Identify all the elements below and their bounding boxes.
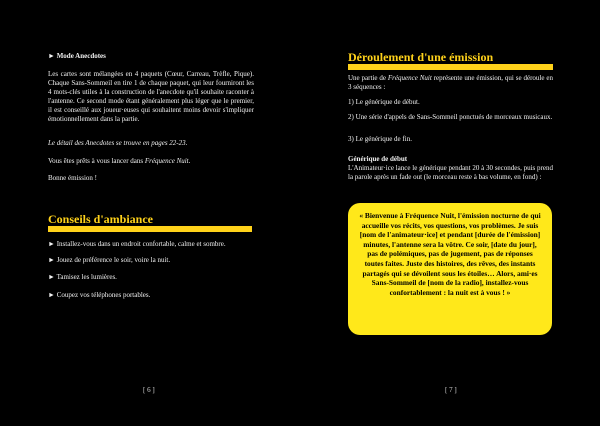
mode-heading (48, 52, 106, 61)
tip-text: Jouez de préférence le soir, voire la nuit. (56, 256, 171, 264)
sequence-item: 1) Le générique de début. (348, 98, 420, 106)
ambiance-title: Conseils d'ambiance (48, 212, 154, 226)
intro-suffix: représente une émission, qui se déroule en 3 séquences : (348, 74, 553, 91)
page-number-right: [ 7 ] (445, 386, 457, 394)
sequence-item: 2) Une série d'appels de Sans-Sommeil ponctués de morceaux musicaux. (348, 113, 553, 121)
ready-suffix: . (188, 157, 191, 165)
broadcast-intro (348, 74, 553, 92)
tip-item (48, 240, 226, 249)
ready-title: Fréquence Nuit (144, 157, 189, 165)
tip-item (48, 256, 170, 265)
ready-prefix: Vous êtes prêts à vous lancer dans (48, 157, 145, 165)
intro-prefix: Une partie de (348, 74, 388, 82)
mode-heading-label: Mode Anecdotes (56, 52, 106, 60)
broadcast-title-underline (348, 64, 553, 70)
opening-script: « Bienvenue à Fréquence Nuit, l'émission nocturne de qui accueille vos récits, vos questions, vos problèmes. Je suis [nom de l'animateur·ice] et pendant [durée de l'émission] minutes, l'antenne sera la vôtre. Ce soir, [date du jour], pas de polémiques, pas de jugement, pas de réponses toutes faites. Juste des histoires, des rêves, des instants partagés qui se dévoilent sous les étoiles… Alors, ami·es Sans-Sommeil de [nom de la radio], installez-vous confortablement : la nuit est à vous ! » (359, 211, 541, 297)
tip-text: Coupez vos téléphones portables. (56, 291, 151, 299)
broadcast-title: Déroulement d'une émission (348, 50, 494, 64)
ready-sentence (48, 157, 254, 166)
sequence-item: 3) Le générique de fin. (348, 135, 412, 143)
page-number-left: [ 6 ] (143, 386, 155, 394)
tip-item (48, 273, 117, 282)
mode-description: Les cartes sont mélangées en 4 paquets (Cœur, Carreau, Trèfle, Pique). Chaque Sans-Sommeil en tire 1 de chaque paquet, qui leur fourniront les 4 mots-clés utiles à la construction de l'anecdote qu'il souhaite raconter à l'antenne. Ce second mode étant généralement plus léger que le premier, il est conseillé aux joueur·euses qui souhaitent moins devoir s'impliquer émotionnellement dans la partie. (48, 70, 254, 123)
tip-marker: ► (48, 273, 55, 281)
tip-marker: ► (48, 240, 55, 248)
ambiance-title-underline (48, 226, 252, 232)
tip-item (48, 291, 150, 300)
opening-subheading: Générique de début (348, 155, 408, 163)
mode-marker: ► (48, 52, 55, 60)
intro-title: Fréquence Nuit (387, 74, 432, 82)
sign-off: Bonne émission ! (48, 174, 97, 182)
tip-text: Tamisez les lumières. (56, 273, 117, 281)
tip-text: Installez-vous dans un endroit confortable, calme et sombre. (56, 240, 226, 248)
anecdotes-reference: Le détail des Anecdotes se trouve en pages 22-23. (48, 139, 188, 147)
opening-description: L'Animateur·ice lance le générique pendant 20 à 30 secondes, puis prend la parole après un fade out (le morceau reste à bas volume, en fond) : (348, 164, 553, 181)
tip-marker: ► (48, 291, 55, 299)
opening-script-box (348, 203, 552, 335)
tip-marker: ► (48, 256, 55, 264)
